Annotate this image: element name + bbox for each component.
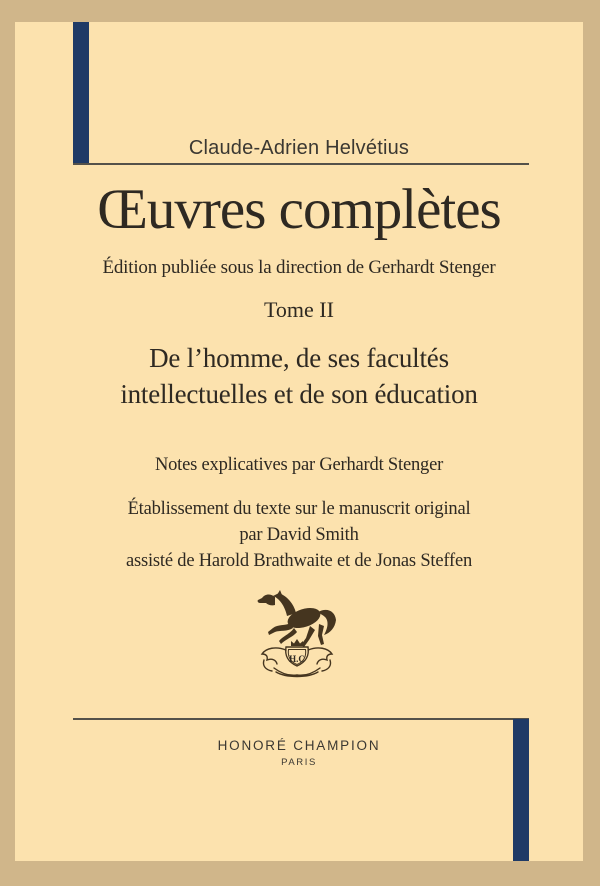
horse-head bbox=[258, 594, 275, 605]
volume-title bbox=[15, 340, 583, 412]
publisher-name: HONORÉ CHAMPION bbox=[217, 738, 381, 753]
publisher-city: PARIS bbox=[281, 757, 317, 768]
edition-line: Édition publiée sous la direction de Gerhardt Stenger bbox=[102, 257, 496, 278]
etablissement-line2: par David Smith bbox=[239, 525, 359, 545]
etablissement-block bbox=[15, 496, 583, 574]
rearing-horse-icon bbox=[258, 590, 336, 647]
horse-neck bbox=[273, 593, 296, 616]
cover-page bbox=[15, 22, 583, 861]
volume-number: Tome II bbox=[264, 297, 334, 322]
book-title: Œuvres complètes bbox=[97, 178, 501, 241]
horse-hindleg-2 bbox=[318, 624, 324, 645]
publisher-crest-logo bbox=[249, 588, 349, 688]
ribbon-lines bbox=[274, 668, 320, 677]
notes-line: Notes explicatives par Gerhardt Stenger bbox=[154, 455, 444, 475]
volume-title-line2: intellectuelles et de son éducation bbox=[120, 379, 478, 409]
author-name: Claude-Adrien Helvétius bbox=[188, 137, 410, 159]
horse-hindleg-1 bbox=[301, 626, 315, 647]
horse-ear bbox=[277, 590, 282, 595]
bottom-rule bbox=[73, 718, 529, 720]
top-rule bbox=[73, 163, 529, 165]
crown-icon bbox=[291, 639, 303, 646]
etablissement-line3: assisté de Harold Brathwaite et de Jonas Steffen bbox=[125, 551, 473, 571]
volume-title-line1: De l’homme, de ses facultés bbox=[149, 343, 449, 373]
logo-monogram: H.C bbox=[289, 654, 305, 664]
etablissement-line1: Établissement du texte sur le manuscrit original bbox=[127, 499, 471, 519]
